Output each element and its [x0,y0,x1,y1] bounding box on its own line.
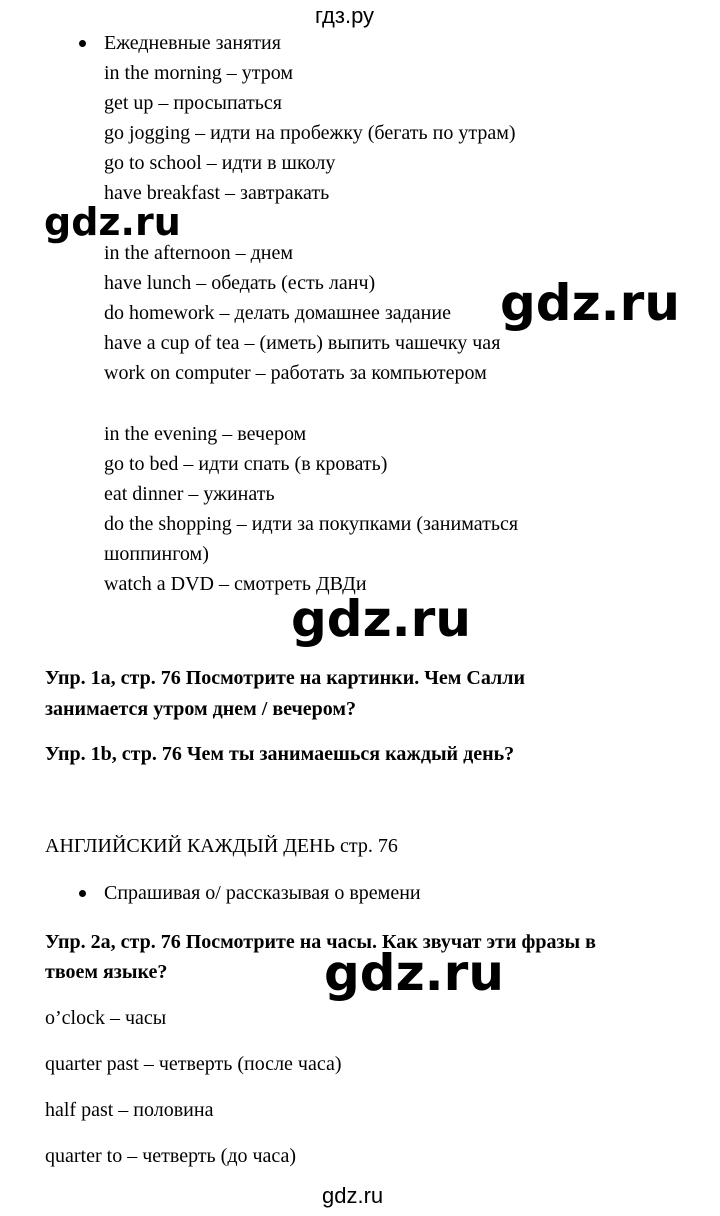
time-phrase: quarter to – четверть (до часа) [45,1145,297,1167]
exercise-2a-heading: Упр. 2a, стр. 76 Посмотрите на часы. Как звучат эти фразы в [45,931,596,953]
time-phrase: half past – половина [45,1099,214,1121]
vocab-line: have a cup of tea – (иметь) выпить чашечку чая [104,332,501,354]
vocab-line: watch a DVD – смотреть ДВДи [104,573,367,595]
watermark: gdz.ru [500,274,680,332]
bullet-marker [79,40,86,47]
section-title-daily-activities: Ежедневные занятия [104,32,281,54]
section-english-every-day: АНГЛИЙСКИЙ КАЖДЫЙ ДЕНЬ стр. 76 [45,835,398,857]
vocab-line: do the shopping – идти за покупками (заниматься [104,513,519,535]
vocab-line: go jogging – идти на пробежку (бегать по утрам) [104,122,516,144]
footer-site-title: gdz.ru [322,1183,384,1208]
section-title-telling-time: Спрашивая о/ рассказывая о времени [104,882,421,904]
vocab-line: in the afternoon – днем [104,242,294,264]
vocab-line: in the morning – утром [104,62,294,84]
exercise-1a-heading: Упр. 1a, стр. 76 Посмотрите на картинки. Чем Салли [45,667,525,689]
vocab-line: get up – просыпаться [104,92,282,114]
header-site-title: гдз.ру [315,3,375,28]
watermark: gdz.ru [324,944,504,1002]
bullet-marker [79,890,86,897]
vocab-line: go to bed – идти спать (в кровать) [104,453,388,475]
watermark: gdz.ru [291,590,471,648]
vocab-line: шоппингом) [104,543,209,565]
vocab-line: have lunch – обедать (есть ланч) [104,272,376,294]
time-phrase: quarter past – четверть (после часа) [45,1053,342,1075]
vocab-line: work on computer – работать за компьютером [104,362,487,384]
time-phrase: o’clock – часы [45,1007,167,1029]
vocab-line: have breakfast – завтракать [104,182,330,204]
exercise-2a-heading-cont: твоем языке? [45,961,168,983]
exercise-1b-heading: Упр. 1b, стр. 76 Чем ты занимаешься каждый день? [45,743,515,765]
vocab-line: go to school – идти в школу [104,152,336,174]
exercise-1a-heading-cont: занимается утром днем / вечером? [45,698,357,720]
watermark: gdz.ru [44,200,181,244]
vocab-line: do homework – делать домашнее задание [104,302,451,324]
vocab-line: in the evening – вечером [104,423,307,445]
vocab-line: eat dinner – ужинать [104,483,275,505]
